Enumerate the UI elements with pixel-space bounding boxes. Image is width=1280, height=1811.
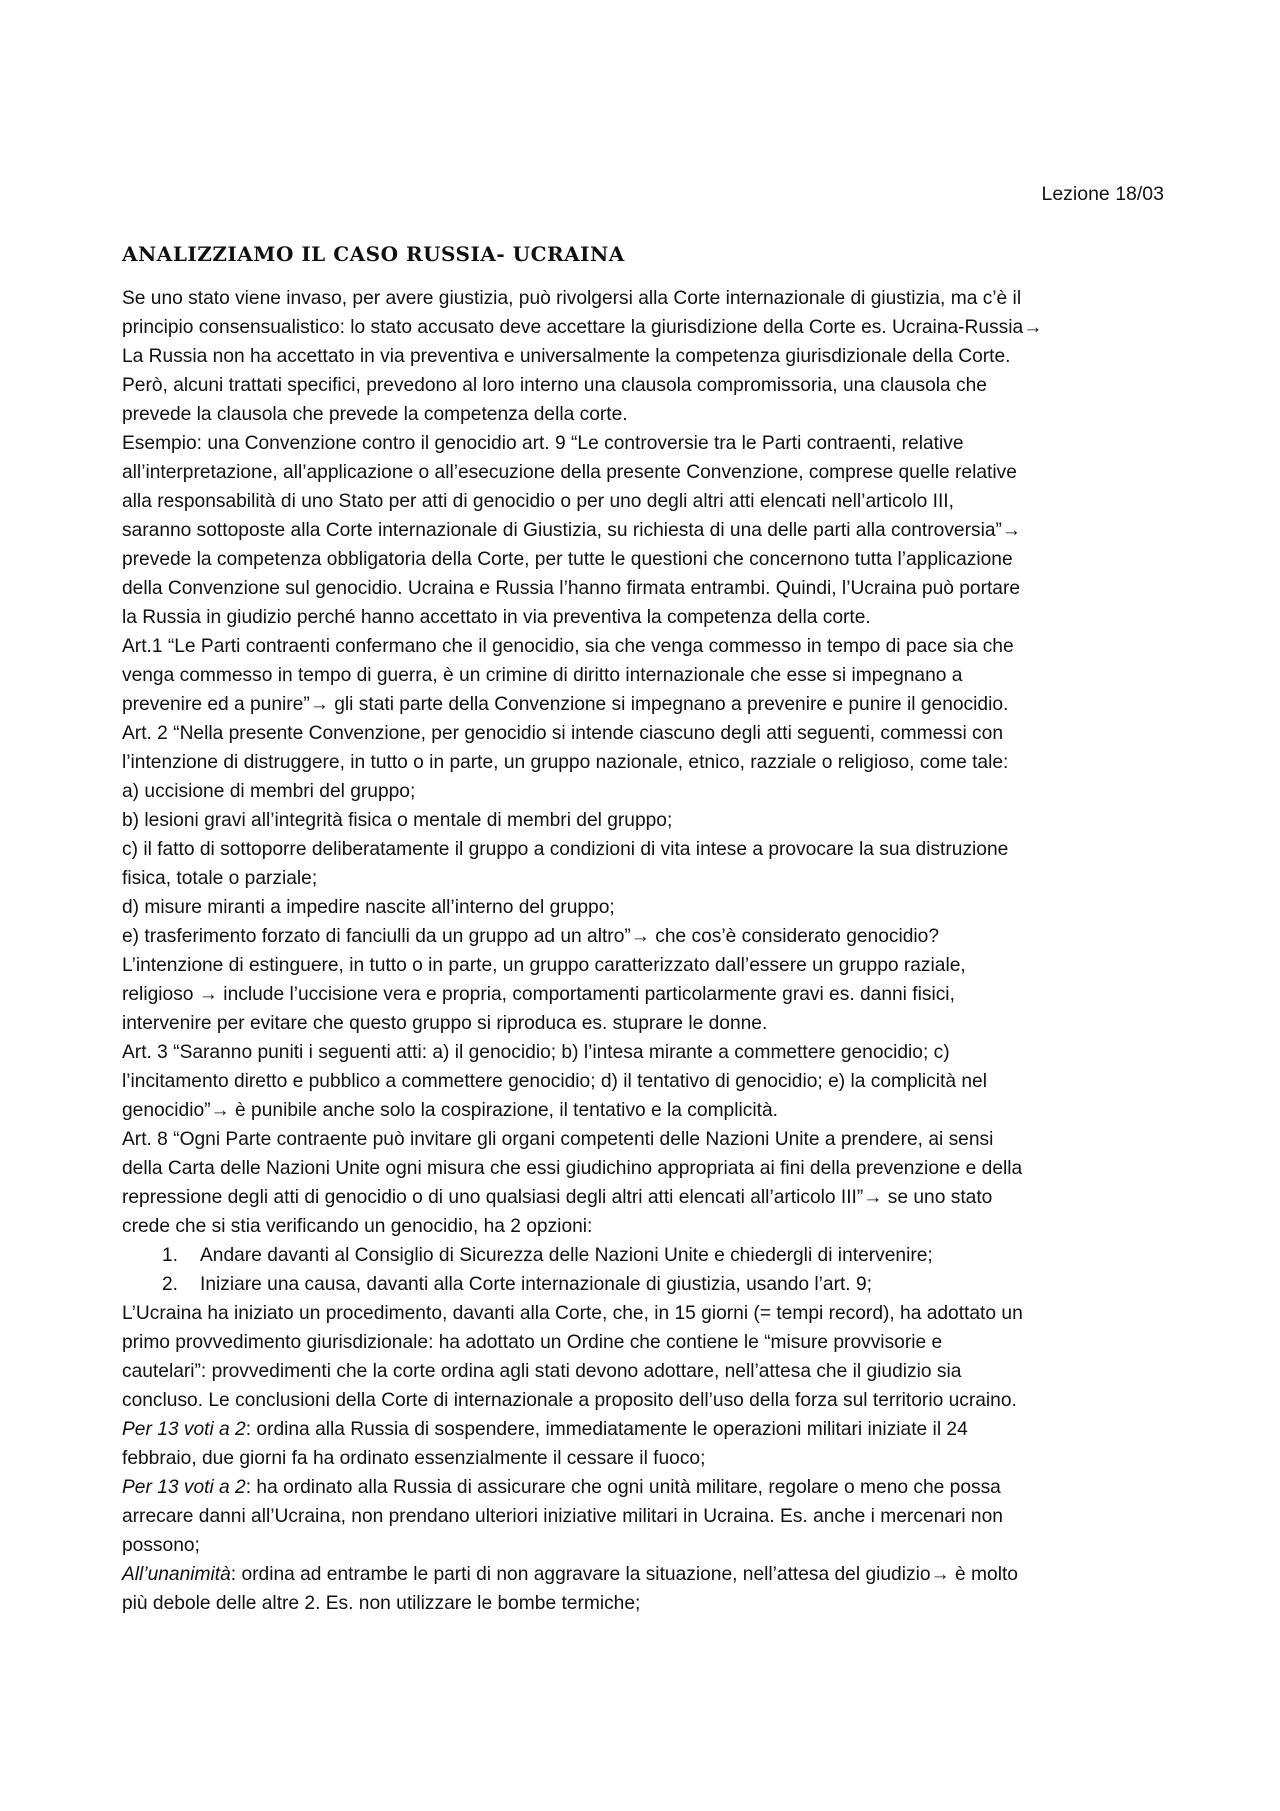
text-line: [122, 603, 1172, 632]
line-text: : ha ordinato alla Russia di assicurare che ogni unità militare, regolare o meno che possa: [245, 1477, 1001, 1498]
text-line: [122, 1096, 1172, 1125]
line-text: prevede la competenza obbligatoria della Corte, per tutte le questioni che concernono tutta l’applicazione: [122, 549, 1013, 570]
line-text: a) uccisione di membri del gruppo;: [122, 781, 416, 802]
text-line: [122, 1328, 1172, 1357]
numbered-list-item: [122, 1241, 1172, 1270]
text-line: [122, 313, 1172, 342]
line-text: alla responsabilità di uno Stato per atti di genocidio o per uno degli altri atti elencati nell’articolo III,: [122, 491, 954, 512]
line-text: c) il fatto di sottoporre deliberatamente il gruppo a condizioni di vita intese a provocare la sua distruzione: [122, 839, 1009, 860]
line-text: crede che si stia verificando un genocidio, ha 2 opzioni:: [122, 1216, 593, 1237]
text-line: [122, 342, 1172, 371]
text-line: [122, 1502, 1172, 1531]
line-text: Se uno stato viene invaso, per avere giustizia, può rivolgersi alla Corte internazionale di giustizia, ma c’è il: [122, 288, 1022, 309]
line-text: prevenire ed a punire”→ gli stati parte della Convenzione si impegnano a prevenire e punire il genocidio.: [122, 694, 1009, 715]
line-text: fisica, totale o parziale;: [122, 868, 318, 889]
text-line: [122, 864, 1172, 893]
text-line: [122, 429, 1172, 458]
line-text: primo provvedimento giurisdizionale: ha adottato un Ordine che contiene le “misure provvisorie e: [122, 1332, 943, 1353]
text-line: [122, 545, 1172, 574]
line-text: La Russia non ha accettato in via preventiva e universalmente la competenza giurisdizionale della Corte.: [122, 346, 1011, 367]
line-text: d) misure miranti a impedire nascite all’interno del gruppo;: [122, 897, 615, 918]
line-text: saranno sottoposte alla Corte internazionale di Giustizia, su richiesta di una delle parti alla controversia”→: [122, 520, 1022, 541]
text-line: [122, 487, 1172, 516]
line-text: Art.1 “Le Parti contraenti confermano che il genocidio, sia che venga commesso in tempo di pace sia che: [122, 636, 1014, 657]
text-line: [122, 806, 1172, 835]
text-line: [122, 661, 1172, 690]
text-line: [122, 574, 1172, 603]
text-line: [122, 748, 1172, 777]
text-line: [122, 690, 1172, 719]
text-line: [122, 1560, 1172, 1589]
text-line: [122, 1589, 1172, 1618]
italic-phrase: Per 13 voti a 2: [122, 1477, 246, 1498]
text-line: [122, 980, 1172, 1009]
text-line: [122, 1067, 1172, 1096]
line-text: l’incitamento diretto e pubblico a commettere genocidio; d) il tentativo di genocidio; e) la complicità nel: [122, 1071, 987, 1092]
text-line: [122, 922, 1172, 951]
text-line: [122, 951, 1172, 980]
text-line: [122, 632, 1172, 661]
line-text: all’interpretazione, all’applicazione o all’esecuzione della presente Convenzione, comprese quelle relative: [122, 462, 1017, 483]
line-text: intervenire per evitare che questo gruppo si riproduca es. stuprare le donne.: [122, 1013, 768, 1034]
list-number: 2.: [162, 1274, 179, 1295]
line-text: L’Ucraina ha iniziato un procedimento, davanti alla Corte, che, in 15 giorni (= tempi record), ha adottato un: [122, 1303, 1023, 1324]
line-text: genocidio”→ è punibile anche solo la cospirazione, il tentativo e la complicità.: [122, 1100, 778, 1121]
lesson-date: Lezione 18/03: [1041, 183, 1164, 205]
text-line: [122, 719, 1172, 748]
italic-phrase: Per 13 voti a 2: [122, 1419, 246, 1440]
line-text: l’intenzione di distruggere, in tutto o in parte, un gruppo nazionale, etnico, razziale o religioso, come tale:: [122, 752, 1009, 773]
text-line: [122, 835, 1172, 864]
line-text: possono;: [122, 1535, 200, 1556]
text-line: [122, 1531, 1172, 1560]
line-text: Art. 3 “Saranno puniti i seguenti atti: a) il genocidio; b) l’intesa mirante a commettere genocidio; c): [122, 1042, 950, 1063]
text-line: [122, 1038, 1172, 1067]
text-line: [122, 1154, 1172, 1183]
line-text: venga commesso in tempo di guerra, è un crimine di diritto internazionale che esse si impegnano a: [122, 665, 963, 686]
line-text: della Convenzione sul genocidio. Ucraina e Russia l’hanno firmata entrambi. Quindi, l’Ucraina può portare: [122, 578, 1021, 599]
list-number: 1.: [162, 1245, 179, 1266]
text-line: [122, 1386, 1172, 1415]
text-line: [122, 893, 1172, 922]
line-text: religioso → include l’uccisione vera e propria, comportamenti particolarmente gravi es. danni fisici,: [122, 984, 955, 1005]
text-line: [122, 1009, 1172, 1038]
numbered-list-item: [122, 1270, 1172, 1299]
text-line: [122, 284, 1172, 313]
line-text: : ordina alla Russia di sospendere, immediatamente le operazioni militari iniziate il 24: [245, 1419, 968, 1440]
line-text: Andare davanti al Consiglio di Sicurezza delle Nazioni Unite e chiedergli di intervenire;: [200, 1245, 933, 1266]
line-text: b) lesioni gravi all’integrità fisica o mentale di membri del gruppo;: [122, 810, 673, 831]
text-line: [122, 1212, 1172, 1241]
line-text: Esempio: una Convenzione contro il genocidio art. 9 “Le controversie tra le Parti contraenti, relative: [122, 433, 964, 454]
line-text: principio consensualistico: lo stato accusato deve accettare la giurisdizione della Corte es. Ucraina-Russia→: [122, 317, 1043, 338]
line-text: febbraio, due giorni fa ha ordinato essenzialmente il cessare il fuoco;: [122, 1448, 706, 1469]
line-text: più debole delle altre 2. Es. non utilizzare le bombe termiche;: [122, 1593, 641, 1614]
page-title: ANALIZZIAMO IL CASO RUSSIA- UCRAINA: [122, 242, 625, 266]
text-line: [122, 1357, 1172, 1386]
text-line: [122, 1444, 1172, 1473]
text-line: [122, 458, 1172, 487]
line-text: della Carta delle Nazioni Unite ogni misura che essi giudichino appropriata ai fini della prevenzione e della: [122, 1158, 1023, 1179]
line-text: arrecare danni all’Ucraina, non prendano ulteriori iniziative militari in Ucraina. Es. anche i mercenari non: [122, 1506, 1003, 1527]
line-text: Però, alcuni trattati specifici, prevedono al loro interno una clausola compromissoria, una clausola che: [122, 375, 987, 396]
text-line: [122, 1299, 1172, 1328]
text-line: [122, 1125, 1172, 1154]
line-text: concluso. Le conclusioni della Corte di internazionale a proposito dell’uso della forza sul territorio ucraino.: [122, 1390, 1017, 1411]
text-line: [122, 516, 1172, 545]
line-text: : ordina ad entrambe le parti di non aggravare la situazione, nell’attesa del giudizio→ è molto: [230, 1564, 1018, 1585]
text-line: [122, 1183, 1172, 1212]
line-text: cautelari”: provvedimenti che la corte ordina agli stati devono adottare, nell’attesa che il giudizio sia: [122, 1361, 962, 1382]
line-text: L’intenzione di estinguere, in tutto o in parte, un gruppo caratterizzato dall’essere un gruppo raziale,: [122, 955, 966, 976]
line-text: prevede la clausola che prevede la competenza della corte.: [122, 404, 628, 425]
text-line: [122, 777, 1172, 806]
text-line: [122, 1473, 1172, 1502]
line-text: Art. 8 “Ogni Parte contraente può invitare gli organi competenti delle Nazioni Unite a prendere, ai sensi: [122, 1129, 994, 1150]
line-text: Art. 2 “Nella presente Convenzione, per genocidio si intende ciascuno degli atti seguenti, commessi con: [122, 723, 1003, 744]
text-line: [122, 371, 1172, 400]
italic-phrase: All’unanimità: [122, 1564, 231, 1585]
line-text: repressione degli atti di genocidio o di uno qualsiasi degli altri atti elencati all’articolo III”→ se uno stato: [122, 1187, 993, 1208]
line-text: Iniziare una causa, davanti alla Corte internazionale di giustizia, usando l’art. 9;: [200, 1274, 872, 1295]
line-text: la Russia in giudizio perché hanno accettato in via preventiva la competenza della corte.: [122, 607, 871, 628]
text-line: [122, 400, 1172, 429]
text-line: [122, 1415, 1172, 1444]
line-text: e) trasferimento forzato di fanciulli da un gruppo ad un altro”→ che cos’è considerato genocidio?: [122, 926, 940, 947]
document-body: [122, 284, 1172, 1618]
